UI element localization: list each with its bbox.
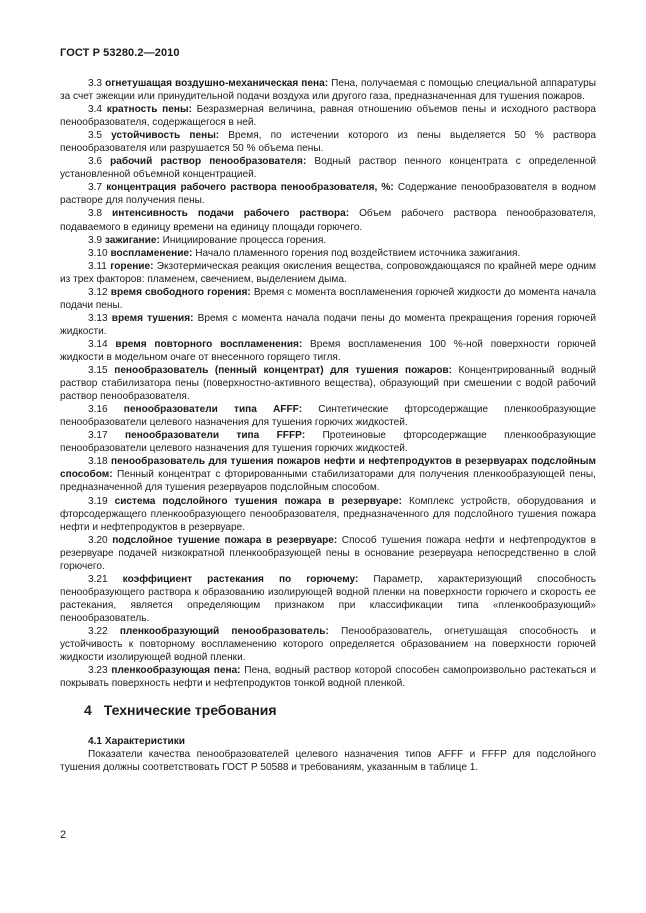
definition-text: Синтетические фторсодержащие пленкообразующие пенообразователи целевого назначения для тушения горючих жидкостей. (60, 404, 596, 429)
definition-item (60, 312, 596, 338)
section-title: Технические требования (103, 702, 277, 719)
definition-text: Водный раствор пенного концентрата с определенной установленной объемной концентрацией. (60, 156, 597, 181)
definition-term: время тушения: (111, 312, 194, 324)
definition-text: Концентрированный водный раствор стабилизатора пены (поверхностно-активного вещества), образующий при смешении с водой рабочий раствор пенообразователя. (60, 365, 596, 403)
definition-term: горение: (110, 260, 154, 272)
definition-text: Содержание пенообразователя в водном растворе для получения пены. (60, 182, 596, 207)
definition-term: рабочий раствор пенообразователя: (110, 156, 307, 168)
definition-text: Экзотермическая реакция окисления вещества, сопровождающаяся по крайней мере одним из трех факторов: пламенем, свечением, выделением дыма. (60, 260, 596, 285)
definition-item (60, 364, 596, 403)
definition-number: 3.15 (88, 365, 108, 377)
definition-term: кратность пены: (106, 104, 192, 116)
definition-number: 3.14 (88, 338, 108, 350)
document-header: ГОСТ Р 53280.2—2010 (60, 47, 180, 59)
definition-term: пленкообразующий пенообразователь: (119, 625, 329, 637)
definition-number: 3.8 (88, 208, 103, 220)
definition-item (60, 625, 596, 664)
definition-item (60, 234, 596, 247)
definition-item (60, 573, 596, 625)
definition-item (60, 247, 596, 260)
definition-text: Время, по истечении которого из пены выделяется 50 % раствора пенообразователя или разрушается 50 % объема пены. (60, 130, 596, 155)
definition-item (60, 495, 596, 534)
definition-number: 3.7 (88, 182, 103, 194)
definition-text: Объем рабочего раствора пенообразователя, подаваемого в единицу времени на единицу площади горючего. (60, 208, 596, 233)
definition-term: огнетушащая воздушно-механическая пена: (105, 78, 329, 89)
definition-term: время свободного горения: (110, 286, 251, 298)
definition-item (60, 77, 596, 103)
subsection-number: 4.1 (88, 736, 103, 748)
definition-item (60, 129, 596, 155)
definition-text: Пенный концентрат с фторированными стабилизаторами для получения пленкообразующей пены, предназначенной для тушения резервуаров подслойным способом. (60, 469, 596, 494)
definition-text: Время с момента начала подачи пены до момента прекращения горения горючей жидкости. (60, 312, 596, 337)
definition-item (60, 664, 596, 690)
definition-item (60, 286, 596, 312)
definition-text: Пена, получаемая с помощью специальной аппаратуры за счет эжекции или принудительной подачи воздуха или другого газа, предназначенная для тушения пожаров. (60, 78, 596, 103)
definition-number: 3.10 (88, 247, 108, 259)
definition-number: 3.9 (88, 234, 103, 246)
definition-text: Начало пламенного горения под воздействием источника зажигания. (195, 247, 521, 259)
definition-item (60, 155, 596, 181)
definition-item (60, 534, 596, 573)
definition-item (60, 181, 596, 207)
definition-item (60, 260, 596, 286)
definition-number: 3.19 (88, 495, 108, 507)
definition-number: 3.3 (88, 78, 103, 89)
section-number: 4 (84, 702, 92, 719)
definition-number: 3.13 (88, 312, 108, 324)
definition-term: коэффициент растекания по горючему: (122, 573, 359, 585)
definition-number: 3.16 (88, 404, 108, 416)
definition-term: время повторного воспламенения: (115, 338, 303, 350)
definition-number: 3.6 (88, 156, 103, 168)
definition-term: интенсивность подачи рабочего раствора: (112, 208, 350, 220)
definition-text: Способ тушения пожара нефти и нефтепродуктов в резервуаре подачей низкократной пленкообразующей пены в основание резервуара непосредственно в слой горючего. (60, 534, 596, 572)
definition-text: Время воспламенения 100 %-ной поверхности горючей жидкости в модельном очаге от внесенного горящего тигля. (60, 338, 596, 363)
definition-term: концентрация рабочего раствора пенообразователя, %: (106, 182, 394, 194)
page-number: 2 (60, 829, 67, 841)
definition-item (60, 403, 596, 429)
definition-item (60, 103, 596, 129)
page-content (60, 77, 596, 774)
definition-number: 3.20 (88, 534, 108, 546)
definition-term: подслойное тушение пожара в резервуаре: (112, 534, 338, 546)
definition-text: Параметр, характеризующий способность пенообразующего раствора к образованию изолирующей водной пленки на поверхности горючего и скорость ее растекания, является определяющим признаком при классификации типа «пленкообразующий» пенообразователь. (60, 573, 596, 624)
definition-text: Комплекс устройств, оборудования и фторсодержащего пленкообразующего пенообразователя, предназначенного для подслойного тушения пожара нефти и нефтепродуктов в резервуаре. (60, 495, 596, 533)
definition-number: 3.5 (88, 130, 103, 142)
subsection-title: Характеристики (104, 736, 185, 748)
definition-text: Пенообразователь, огнетушащая способность и устойчивость к повторному воспламенению которого определяется образованием на поверхности горючей жидкости изолирующей водной пленки. (60, 625, 597, 664)
definition-term: воспламенение: (110, 247, 193, 259)
definition-item (60, 207, 596, 233)
definition-term: система подслойного тушения пожара в резервуаре: (114, 495, 402, 507)
definition-text: Время с момента воспламенения горючей жидкости до момента начала подачи пены. (60, 286, 596, 311)
definition-term: зажигание: (104, 234, 160, 246)
definition-text: Инициирование процесса горения. (162, 234, 327, 246)
definition-text: Протеиновые фторсодержащие пленкообразующие пенообразователи целевого назначения для тушения горючих жидкостей. (60, 430, 596, 455)
definition-term: пенообразователь (пенный концентрат) для тушения пожаров: (114, 365, 452, 377)
definition-term: устойчивость пены: (111, 130, 220, 142)
definition-text: Пена, водный раствор которой способен самопроизвольно растекаться и покрывать поверхность нефти и нефтепродуктов тонкой водной пленкой. (60, 665, 596, 690)
definition-number: 3.17 (88, 430, 108, 442)
definition-number: 3.11 (88, 260, 107, 272)
definition-term: пенообразователи типа AFFF: (123, 404, 303, 416)
definition-number: 3.22 (88, 625, 108, 637)
definition-text: Безразмерная величина, равная отношению объемов пены и исходного раствора пенообразователя, содержащегося в ней. (60, 104, 597, 129)
definition-number: 3.12 (88, 286, 108, 298)
definition-item (60, 455, 596, 494)
definitions-list (60, 77, 596, 690)
definition-number: 3.23 (88, 665, 108, 677)
definition-term: пенообразователи типа FFFP: (125, 430, 306, 442)
definition-term: пленкообразующая пена: (111, 665, 241, 677)
definition-number: 3.18 (88, 456, 108, 468)
section-heading (60, 702, 596, 718)
definition-number: 3.21 (88, 573, 108, 585)
definition-item (60, 429, 596, 455)
definition-item (60, 338, 596, 364)
definition-term: пенообразователь для тушения пожаров нефти и нефтепродуктов в резервуарах подслойным способом: (60, 456, 596, 481)
definition-number: 3.4 (88, 104, 103, 116)
subsection-heading (60, 735, 596, 748)
subsection-text: Показатели качества пенообразователей целевого назначения типов AFFF и FFFP для подслойного тушения должны соответствовать ГОСТ Р 50588 и требованиям, указанным в таблице 1. (60, 749, 596, 774)
